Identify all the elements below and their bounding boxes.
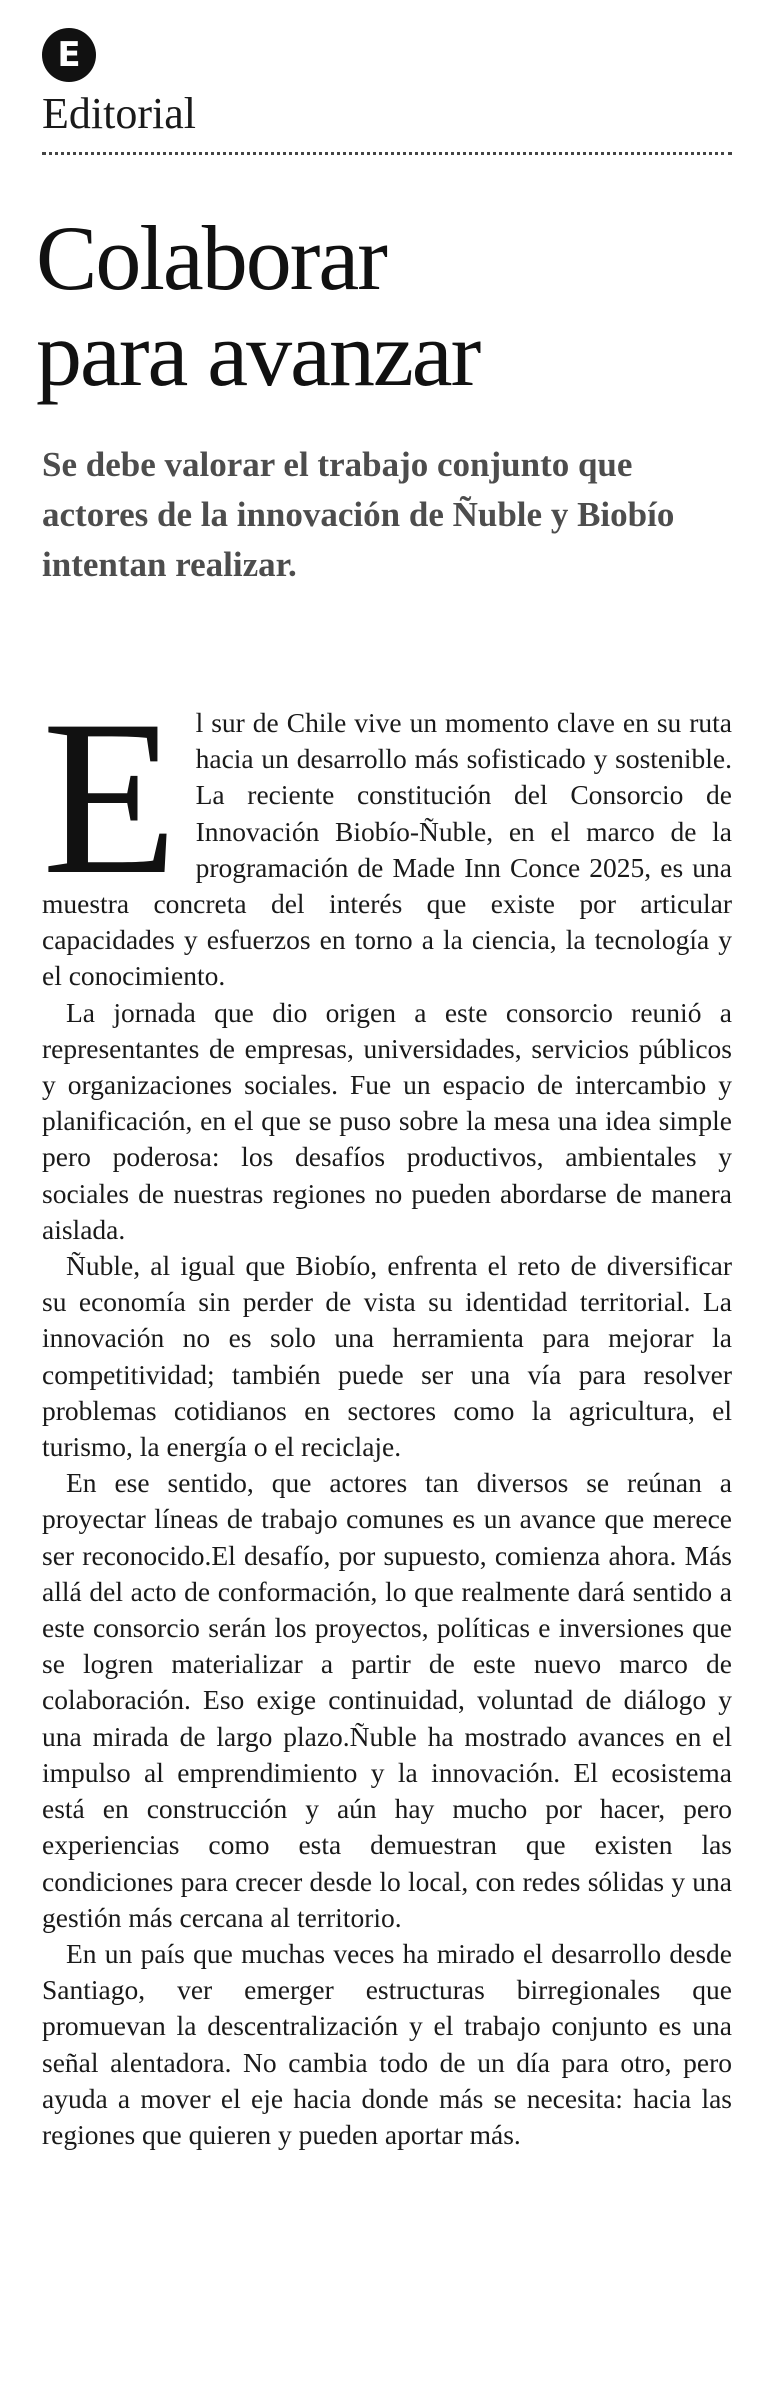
paragraph-1 bbox=[42, 675, 732, 995]
paragraph-4: En ese sentido, que actores tan diversos se reúnan a proyectar líneas de trabajo comunes es un avance que merece ser reconocido.El desafío, por supuesto, comienza ahora. Más allá del acto de conformación, lo que realmente dará sentido a este consorcio serán los proyectos, políticas e inversiones que se logren materializar a partir de este nuevo marco de colaboración. Eso exige continuidad, voluntad de diálogo y una mirada de largo plazo.Ñuble ha mostrado avances en el impulso al emprendimiento y la innovación. El ecosistema está en construcción y aún hay mucho por hacer, pero experiencias como esta demuestran que existen las condiciones para crecer desde lo local, con redes sólidas y una gestión más cercana al territorio. bbox=[42, 1467, 732, 1933]
paragraph-3: Ñuble, al igual que Biobío, enfrenta el reto de diversificar su economía sin perder de vista su identidad territorial. La innovación no es solo una herramienta para mejorar la competitividad; también puede ser una vía para resolver problemas cotidianos en sectores como la agricultura, el turismo, la energía o el reciclaje. bbox=[42, 1250, 732, 1463]
article-body bbox=[42, 675, 732, 2153]
section-divider bbox=[42, 152, 732, 155]
paragraph-2: La jornada que dio origen a este consorcio reunió a representantes de empresas, universidades, servicios públicos y organizaciones sociales. Fue un espacio de intercambio y planificación, en el que se puso sobre la mesa una idea simple pero poderosa: los desafíos productivos, ambientales y sociales de nuestras regiones no pueden abordarse de manera aislada. bbox=[42, 996, 732, 1245]
headline-line-1: Colaborar bbox=[36, 207, 386, 309]
paragraph-5: En un país que muchas veces ha mirado el desarrollo desde Santiago, ver emerger estructuras birregionales que promuevan la descentralización y el trabajo conjunto es una señal alentadora. No cambia todo de un día para otro, pero ayuda a mover el eje hacia donde más se necesita: hacia las regiones que quieren y pueden aportar más. bbox=[42, 1937, 732, 2150]
paragraph-1-text: l sur de Chile vive un momento clave en su ruta hacia un desarrollo más sofisticado y sostenible. La reciente constitución del Consorcio de Innovación Biobío-Ñuble, en el marco de la programación de Made Inn Conce 2025, es una muestra concreta del interés que existe por articular capacidades y esfuerzos en torno a la ciencia, la tecnología y el conocimiento. bbox=[42, 707, 732, 992]
headline bbox=[36, 207, 726, 405]
section-badge-letter: E bbox=[57, 35, 81, 75]
section-label: Editorial bbox=[42, 89, 196, 138]
article-deck: Se debe valorar el trabajo conjunto que actores de la innovación de Ñuble y Biobío intentan realizar. bbox=[42, 445, 675, 584]
drop-cap: E bbox=[42, 675, 178, 921]
section-badge bbox=[42, 28, 96, 82]
headline-line-2: para avanzar bbox=[36, 303, 480, 405]
